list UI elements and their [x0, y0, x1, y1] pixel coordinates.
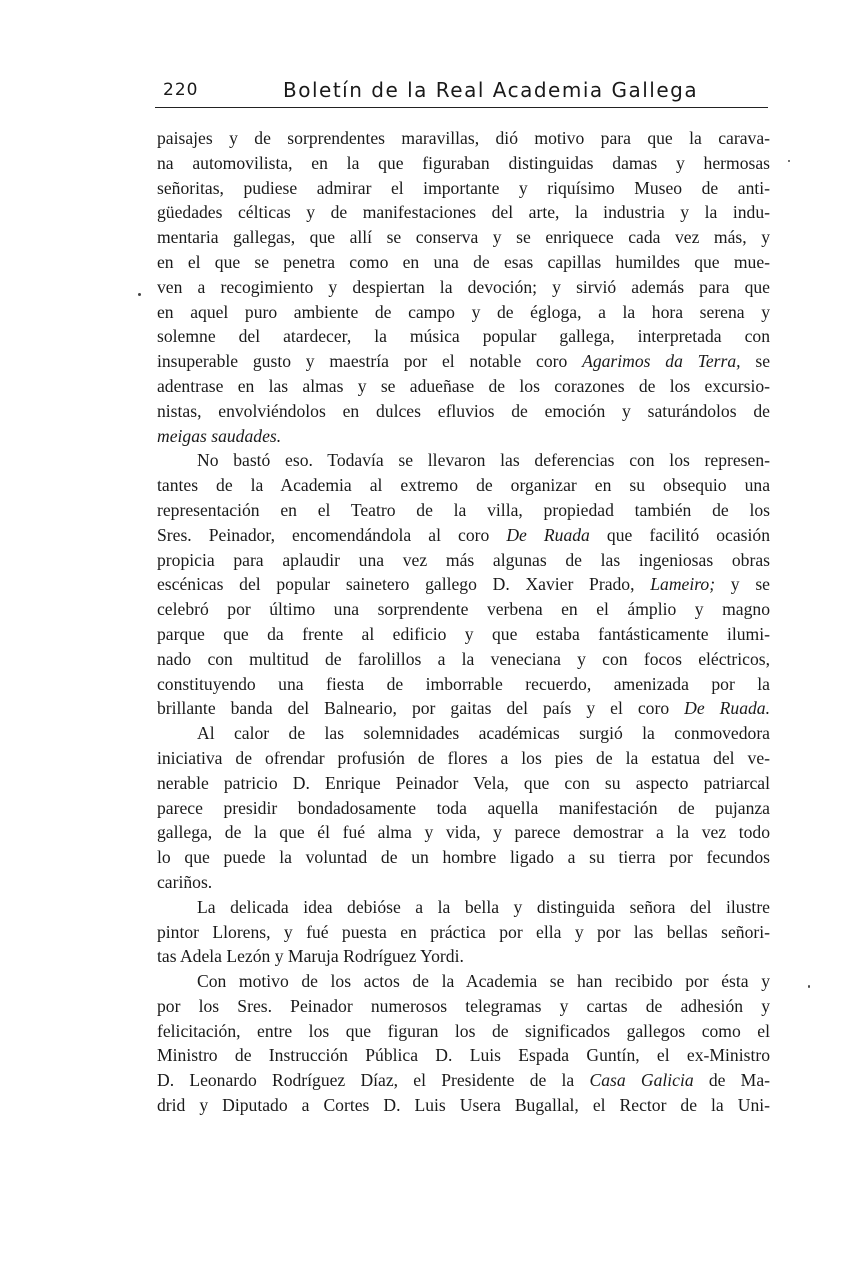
text-segment: se	[740, 351, 771, 372]
text-line	[157, 845, 770, 870]
text-line	[157, 597, 770, 622]
text-line	[157, 672, 770, 697]
scan-speck	[808, 985, 810, 988]
text-line	[157, 696, 770, 721]
text-line	[157, 994, 770, 1019]
text-segment: en aquel puro ambiente de campo y de égloga, a la hora serena y	[157, 301, 770, 322]
text-line	[157, 1043, 770, 1068]
text-segment: Ministro de Instrucción Pública D. Luis Espada Guntín, el ex-Ministro	[157, 1045, 770, 1066]
journal-title: Boletín de la Real Academia Gallega	[283, 78, 699, 102]
scan-speck	[788, 160, 790, 162]
text-segment: tas Adela Lezón y Maruja Rodríguez Yordi.	[157, 946, 464, 967]
text-line	[157, 1068, 770, 1093]
text-segment: Sres. Peinador, encomendándola al coro	[157, 524, 507, 545]
italic-text: meigas saudades.	[157, 425, 282, 446]
text-segment: insuperable gusto y maestría por el notable coro	[157, 351, 583, 372]
text-segment: señoritas, pudiese admirar el importante y riquísimo Museo de anti-	[157, 177, 770, 198]
text-line	[157, 647, 770, 672]
text-line	[157, 920, 770, 945]
italic-text: Agarimos da Terra,	[582, 351, 741, 372]
text-segment: cariños.	[157, 871, 213, 892]
text-line	[157, 300, 770, 325]
text-segment: por los Sres. Peinador numerosos telegramas y cartas de adhesión y	[157, 995, 770, 1016]
text-segment: nistas, envolviéndolos en dulces efluvios de emoción y saturándolos de	[157, 400, 770, 421]
text-segment: escénicas del popular sainetero gallego D. Xavier Prado,	[157, 574, 651, 595]
text-segment: paisajes y de sorprendentes maravillas, dió motivo para que la carava-	[157, 128, 770, 148]
running-header	[155, 78, 768, 104]
text-segment: ven a recogimiento y despiertan la devoción; y sirvió además para que	[157, 276, 770, 297]
text-line	[157, 374, 770, 399]
text-line	[157, 424, 770, 449]
text-segment: na automovilista, en la que figuraban distinguidas damas y hermosas	[157, 152, 770, 173]
text-segment: y se	[715, 574, 770, 595]
italic-text: De Ruada	[506, 524, 590, 545]
text-segment: felicitación, entre los que figuran los de significados gallegos como el	[157, 1020, 770, 1041]
text-segment: parece presidir bondadosamente toda aquella manifestación de pujanza	[157, 797, 770, 818]
text-line	[157, 944, 770, 969]
text-segment: drid y Diputado a Cortes D. Luis Usera Bugallal, el Rector de la Uni-	[157, 1095, 770, 1116]
text-segment: adentrase en las almas y se adueñase de los corazones de los excursio-	[157, 375, 770, 396]
text-line	[157, 151, 770, 176]
text-segment: solemne del atardecer, la música popular gallega, interpretada con	[157, 326, 770, 347]
text-line	[157, 1019, 770, 1044]
text-segment: de Ma-	[693, 1070, 770, 1091]
italic-text: Casa Galicia	[589, 1070, 694, 1091]
text-segment: mentaria gallegas, que allí se conserva y se enriquece cada vez más, y	[157, 227, 770, 248]
text-line	[157, 250, 770, 275]
text-line	[157, 721, 770, 746]
text-line	[157, 448, 770, 473]
text-segment: constituyendo una fiesta de imborrable recuerdo, amenizada por la	[157, 673, 770, 694]
text-segment: nado con multitud de farolillos a la veneciana y con focos eléctricos,	[157, 648, 770, 669]
text-line	[157, 895, 770, 920]
page-number: 220	[163, 80, 199, 100]
text-line	[157, 820, 770, 845]
text-line	[157, 324, 770, 349]
scan-speck	[138, 293, 141, 296]
text-line	[157, 473, 770, 498]
text-segment: brillante banda del Balneario, por gaitas del país y el coro	[157, 698, 685, 719]
text-segment: gallega, de la que él fué alma y vida, y parece demostrar a la vez todo	[157, 822, 770, 843]
text-segment: tantes de la Academia al extremo de organizar en su obsequio una	[157, 475, 770, 496]
text-line	[157, 548, 770, 573]
text-line	[157, 771, 770, 796]
text-line	[157, 572, 770, 597]
text-segment: propicia para aplaudir una vez más algunas de las ingeniosas obras	[157, 549, 770, 570]
text-segment: nerable patricio D. Enrique Peinador Vela, que con su aspecto patriarcal	[157, 772, 770, 793]
text-segment: iniciativa de ofrendar profusión de flores a los pies de la estatua del ve-	[157, 747, 770, 768]
text-segment: No bastó eso. Todavía se llevaron las deferencias con los represen-	[197, 450, 770, 471]
text-line	[157, 225, 770, 250]
text-segment: parque que da frente al edificio y que estaba fantásticamente ilumi-	[157, 623, 770, 644]
text-segment: representación en el Teatro de la villa, propiedad también de los	[157, 499, 770, 520]
text-segment: Al calor de las solemnidades académicas surgió la conmovedora	[197, 723, 770, 744]
text-line	[157, 200, 770, 225]
text-line	[157, 969, 770, 994]
text-line	[157, 870, 770, 895]
text-segment: celebró por último una sorprendente verbena en el ámplio y magno	[157, 599, 770, 620]
text-line	[157, 399, 770, 424]
text-segment: La delicada idea debióse a la bella y distinguida señora del ilustre	[197, 896, 770, 917]
text-line	[157, 349, 770, 374]
text-segment: que facilitó ocasión	[589, 524, 770, 545]
text-line	[157, 746, 770, 771]
text-line	[157, 622, 770, 647]
text-line	[157, 1093, 770, 1118]
text-line	[157, 126, 770, 151]
text-segment: pintor Llorens, y fué puesta en práctica por ella y por las bellas señori-	[157, 921, 770, 942]
text-segment: Con motivo de los actos de la Academia se han recibido por ésta y	[197, 971, 770, 992]
italic-text: Lameiro;	[650, 574, 716, 595]
text-line	[157, 796, 770, 821]
italic-text: De Ruada.	[684, 698, 770, 719]
text-line	[157, 523, 770, 548]
text-segment: güedades célticas y de manifestaciones del arte, la industria y la indu-	[157, 202, 770, 223]
text-segment: D. Leonardo Rodríguez Díaz, el Presidente de la	[157, 1070, 590, 1091]
text-line	[157, 275, 770, 300]
text-segment: en el que se penetra como en una de esas capillas humildes que mue-	[157, 251, 770, 272]
header-rule	[155, 107, 768, 108]
text-line	[157, 498, 770, 523]
body-text	[157, 126, 770, 1118]
text-line	[157, 176, 770, 201]
text-segment: lo que puede la voluntad de un hombre ligado a su tierra por fecundos	[157, 847, 770, 868]
